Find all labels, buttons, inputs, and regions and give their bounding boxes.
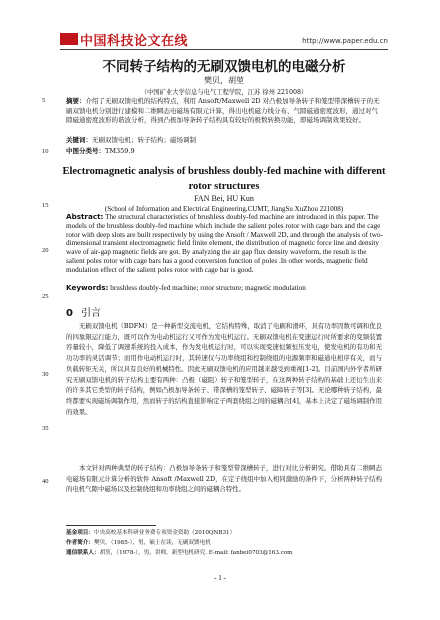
page-number: - 1 -	[214, 574, 226, 582]
clc-label: 中图分类号：	[66, 147, 105, 155]
line-number: 40	[42, 478, 49, 485]
affiliation-en: (School of Information and Electrical Engineering,CUMT, JiangSu XuZhou 221008)	[104, 205, 344, 213]
abstract-en-label: Abstract:	[66, 212, 104, 221]
footnote-contact	[66, 549, 386, 559]
section-number: 0	[66, 308, 73, 319]
keywords-en	[66, 283, 384, 294]
line-number: 35	[42, 425, 49, 432]
header-divider	[60, 49, 388, 50]
section-title: 引言	[80, 308, 101, 319]
clc-value: TM359.9	[105, 147, 135, 155]
logo-icon	[60, 33, 78, 45]
abstract-cn	[66, 97, 384, 126]
body-paragraph-2: 本文针对两种典型的转子结构：凸极加导条转子和笼型带深槽转子，进行对比分析研究。借助具有二维瞬态电磁场有限元计算分析的软件 Ansoft /Maxwell 2D，在定子绕组中加入相同激励的条件下，分析两种转子结构的电机气隙中磁场以及控制绕组和功率绕组之间的磁耦合特性。	[66, 464, 382, 494]
keywords-cn-text: 无刷双馈电机；转子结构；磁场调制	[92, 136, 196, 144]
clc-number	[66, 147, 384, 157]
abstract-cn-text: 介绍了无刷双馈电机的结构特点，利用 Ansoft/Maxwell 2D 对凸极加导条转子和笼型带深槽转子的无刷双馈电机分别进行建模和二维瞬态电磁场有限元计算，得出电机磁力线分布、气隙磁通密度波形，通过对气隙磁通密度波形的谐波分析，得到凸极加导条转子结构具有较好的极数转换功能，即磁场调制效果较好。	[66, 97, 380, 124]
keywords-cn	[66, 136, 384, 146]
footnote-divider	[66, 525, 156, 526]
footnote-label: 基金项目：	[66, 530, 94, 536]
abstract-en-text: The structural characteristics of brushless doubly-fed machine are introduced in this paper. The models of the brushless doubly-fed machine which include the salient poles rotor with cage bars and the cage rotor with deep slots are built respectively by using the Ansoft / Maxwell 2D, and through the analysis of two-dimensional transient electromagnetic field finite element, the distribution of magnetic force line and density wave of air-gap magnetic fields are got. By analyzing the air gap flux density waveform, the result is the salient poles rotor with cage bars has a good conversion function of poles .In other words, magnetic field modulation effect of the salient poles rotor with cage bar is good.	[66, 213, 383, 274]
authors-cn: 樊贝，胡堃	[204, 76, 244, 85]
footnote-label: 作者简介：	[66, 540, 94, 546]
footnote-author	[66, 539, 386, 549]
body-paragraph-1: 无刷双馈电机（BDFM）是一种新型交流电机，它结构特殊，取消了电刷和滑环，具有功率因数可调和优良的四象限运行能力，既可以作为电动机运行又可作为发电机运行。无刷双馈电机在变速运行时所要求的变频装置容量较小，降低了调速系统的投入成本，作为发电机运行时，可以实现变速恒频恒压发电，使发电机的有功和无功功率的灵活调节；而用作电动机运行时，其转速仅与功率绕组和控制绕组的电源频率和磁通电相序有关，而与负载转矩无关，所以具有良好的机械特性。因此无刷双馈电机的应用越来越受到重视[1-2]。目前国内外学者所研究无刷双馈电机的转子结构主要有两种：凸极（磁阻）转子和笼型转子，在这两种转子结构的基础上还衍生出来的许多其它类型的转子结构，例如凸极加导条转子、带深槽的笼型转子、磁障转子等[3]。无论哪种转子结构，最终都要实现磁场调制作用，然而转子的结构直接影响定子两套绕组之间的磁耦合[4]，基本上决定了磁场调制作用的效果。	[66, 322, 382, 416]
line-number: 10	[42, 148, 49, 155]
keywords-en-text: brushless doubly-fed machine; rotor structure; magnetic modulation	[110, 284, 306, 292]
abstract-en	[66, 213, 384, 275]
line-number: 15	[42, 202, 49, 209]
site-logo-text: 中国科技论文在线	[80, 34, 189, 49]
footnote-text: 胡堃，（1978-），男，讲师，新型电机研究. E-mail: fanbei0703@163.com	[99, 550, 293, 556]
authors-en: FAN Bei, HU Kun	[194, 194, 254, 203]
footnote-text: 樊贝，（1985-），男，硕士在读，无刷双馈电机	[93, 540, 211, 546]
section-heading	[66, 304, 101, 319]
footnote-funding	[66, 529, 386, 539]
affiliation-cn: （中国矿业大学信息与电气工程学院，江苏 徐州 221008）	[140, 89, 308, 96]
keywords-cn-label: 关键词：	[66, 136, 92, 144]
footnote-text: 中央高校基本科研业务费专项资金资助（2010QNB31）	[93, 530, 236, 536]
keywords-en-label: Keywords:	[66, 283, 109, 292]
footnote-label: 通信联系人：	[66, 550, 100, 556]
abstract-cn-label: 摘要：	[66, 97, 86, 105]
line-number: 20	[42, 247, 49, 254]
paper-title-en: Electromagnetic analysis of brushless doubly-fed machine with different rotor structures	[62, 166, 386, 192]
line-number: 30	[42, 371, 49, 378]
site-url[interactable]: http://www.paper.edu.cn	[302, 37, 388, 45]
line-number: 5	[42, 97, 46, 104]
line-number: 25	[42, 293, 49, 300]
paper-title-cn: 不同转子结构的无刷双馈电机的电磁分析	[102, 59, 346, 75]
